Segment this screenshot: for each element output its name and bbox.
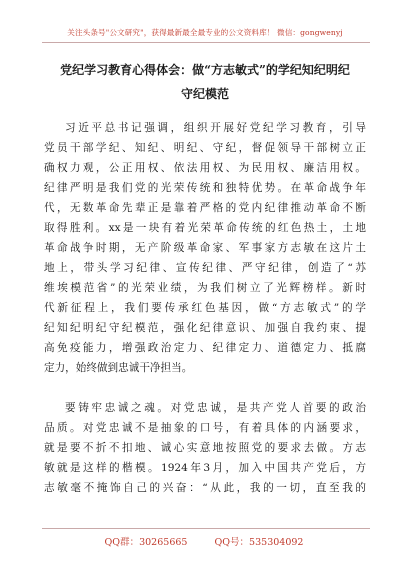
body-line: 品质。对党忠诚不是抽象的口号，有着具体的内涵要求，: [44, 422, 366, 434]
body-line: 革命战争时期，无产阶级革命家、军事家方志敏在这片土: [44, 242, 366, 254]
body-line: 党员干部学纪、知纪、明纪、守纪，督促领导干部树立正: [44, 142, 366, 154]
header-banner: 关注头条号"公文研究"，获得最新最全最专业的公文资料库！ 微信：gongwenyj: [67, 28, 343, 37]
body-line: 纪知纪明纪守纪模范，强化纪律意识、加强自我约束、提: [44, 322, 366, 334]
title-line-2: 守纪模范: [180, 87, 229, 101]
body-line: 取得胜利。xx是一块有着光荣革命传统的红色热土，土地: [44, 222, 366, 234]
body-line: 志敏毫不掩饰自己的兴奋：“从此，我的一切，直至我的: [44, 482, 366, 494]
body-line: 地上，带头学习纪律、宣传纪律、严守纪律，创造了“苏: [44, 262, 366, 274]
footer-contact: [0, 534, 408, 548]
body-line: 要铸牢忠诚之魂。对党忠诚，是共产党人首要的政治: [65, 402, 366, 414]
body-line: 高免疫能力，增强政治定力、纪律定力、道德定力、抵腐: [44, 342, 366, 354]
body-line: 代新征程上，我们要传承红色基因，做“方志敏式”的学: [44, 302, 366, 314]
body-line: 习近平总书记强调，组织开展好党纪学习教育，引导: [65, 122, 366, 134]
paragraph-gap: [44, 378, 366, 398]
document-title: [40, 58, 370, 106]
footer-divider: [42, 528, 370, 529]
footer-qq-number: QQ号：535304092: [214, 537, 304, 548]
document-body: [44, 118, 366, 498]
title-line-1: 党纪学习教育心得体会：做“方志敏式”的学纪知纪明纪: [60, 63, 350, 77]
body-line: 敏就是这样的楷模。1924年3月，加入中国共产党后，方: [44, 462, 366, 474]
body-line: 纪律严明是我们党的光荣传统和独特优势。在革命战争年: [44, 182, 366, 194]
body-line: 确权力观，公正用权、依法用权、为民用权、廉洁用权。: [44, 162, 366, 174]
body-line: 就是要不折不扣地、诚心实意地按照党的要求去做。方志: [44, 442, 366, 454]
paragraph-1: [44, 118, 366, 378]
header-divider: [42, 42, 370, 43]
footer-qq-group: QQ群：30265665: [104, 537, 188, 548]
body-line: 维埃模范省”的光荣业绩，为我们树立了光辉榜样。新时: [44, 282, 366, 294]
body-line: 定力，始终做到忠诚干净担当。: [44, 362, 193, 374]
paragraph-2: [44, 398, 366, 498]
body-line: 代，无数革命先辈正是靠着严格的党内纪律推动革命不断: [44, 202, 366, 214]
